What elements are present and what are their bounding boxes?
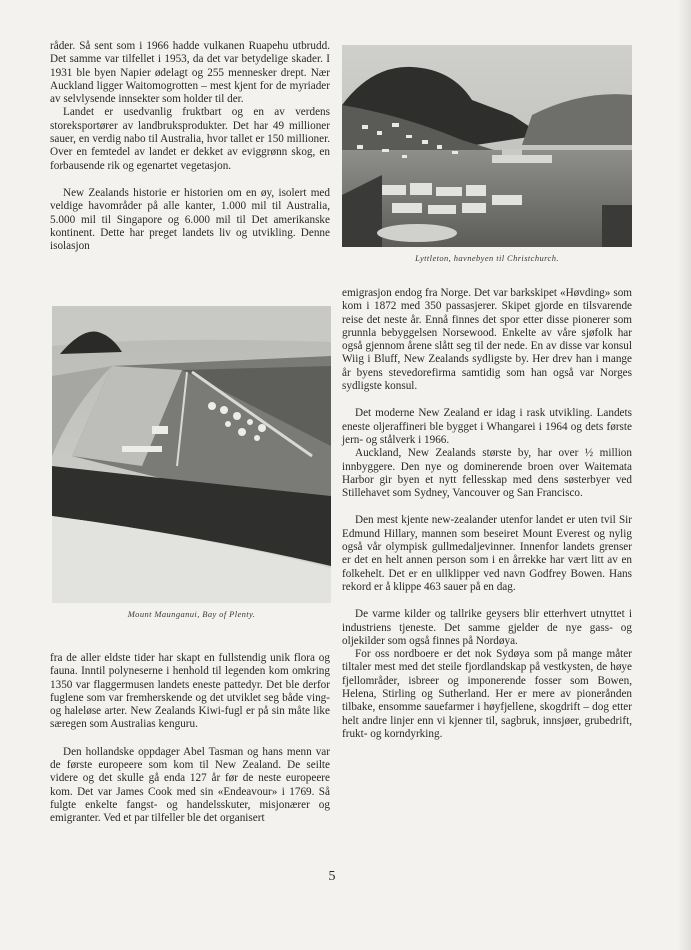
paragraph: Auckland, New Zealands største by, har over ½ million innbyggere. Den nye og dominerende broen over Waitemata Harbor gir byen et nytt fellesskap med dens søsterbyer ved Stillehavet som Sydney, Vancouver og San Francisco. [342, 447, 632, 500]
left-column-top [50, 40, 330, 253]
page-number: 5 [328, 869, 336, 884]
harbour-photo [342, 45, 632, 247]
paragraph: råder. Så sent som i 1966 hadde vulkanen Ruapehu utbrudd. Det samme var tilfellet i 1953, da det var betydelige skader. I 1931 ble byen Napier ødelagt og 255 mennesker drept. Nær Auckland ligger Waitomogrotten – mest kjent for de myriader av selvlysende innsekter som holder til der. [50, 40, 330, 106]
aerial-photo [52, 306, 331, 603]
paragraph: emigrasjon endog fra Norge. Det var barkskipet «Høvding» som kom i 1872 med 350 passasjerer. Skipet gjorde en tilsvarende reise det neste år. Ennå finnes det spor etter disse pionerer som grunnla bebyggelsen Norsewood. Enkelte av våre sjøfolk har også gjennom årene slått seg til der nede. En av disse var konsul Wiig i Bluff, New Zealands sydligste by. Her drev han i mange år byens stevedorefirma samtidig som han også var Norges sydligste konsul. [342, 287, 632, 393]
paragraph: New Zealands historie er historien om en øy, isolert med veldige havområder på alle kanter, 1.000 mil til Australia, 5.000 mil til Singapore og 6.000 mil til Det amerikanske kontinent. Dette har preget landets liv og utvikling. Denne isolasjon [50, 186, 330, 253]
left-column-bottom [50, 652, 330, 826]
paragraph: Det moderne New Zealand er idag i rask utvikling. Landets eneste oljeraffineri ble bygget i Whangarei i 1964 og dets første jern- og stålverk i 1966. [342, 407, 632, 446]
photo-caption: Lyttleton, havnebyen til Christchurch. [415, 253, 559, 263]
paragraph: fra de aller eldste tider har skapt en fullstendig unik flora og fauna. Inntil polyneserne i henhold til legenden kom omkring 1350 var flaggermusen landets eneste pattedyr. Det ble derfor fuglene som var fremherskende og det utviklet seg både ving- og haleløse arter. New Zealands Kiwi-fugl er på sin måte like særegen som Australias kenguru. [50, 652, 330, 731]
paragraph: Landet er usedvanlig fruktbart og en av verdens storeksportører av landbruksprodukter. Det har 49 millioner sauer, en verdig nabo til Australia, hvor tallet er 150 millioner. Over en femtedel av landet er dekket av eviggrønn skog, en forbausende rik og egenartet vegetasjon. [50, 106, 330, 172]
right-column [342, 287, 632, 741]
page-edge-shadow [677, 0, 691, 950]
photo-caption: Mount Maunganui, Bay of Plenty. [127, 609, 256, 619]
paragraph: For oss nordboere er det nok Sydøya som på mange måter tiltaler mest med det steile fjordlandskap på vestkysten, de høye fjellområder, isbreer og imponerende fosser som Bowen, Helena, Stirling og Sutherland. Her er mere av pionerånden tilbake, ensomme sauefarmer i høyfjellene, skogdrift – dog etter helt andre linjer enn vi kjenner til, sagbruk, innsjøer, grubedrift, frukt- og korndyrking. [342, 648, 632, 740]
paragraph: Den mest kjente new-zealander utenfor landet er uten tvil Sir Edmund Hillary, mannen som beseiret Mount Everest og nylig også vår olympisk gullmedaljevinner. Innenfor landets grenser er det en helt annen person som i en årrekke har vært litt av en folkehelt. Det er en ullklipper ved navn Godfrey Bowen. Hans rekord er å klippe 463 sauer på en dag. [342, 514, 632, 593]
paragraph: Den hollandske oppdager Abel Tasman og hans menn var de første europeere som kom til New Zealand. De seilte videre og det skulle gå enda 127 år før de neste europeere kom. Det var James Cook med sin «Endeavour» i 1769. Så fulgte enkelte fangst- og handelsskuter, misjonærer og emigranter. Ved et par tilfeller ble det organisert [50, 745, 330, 825]
paragraph: De varme kilder og tallrike geysers blir etterhvert utnyttet i industriens tjeneste. Det samme gjelder de nye gass- og oljekilder som også finnes på Nordøya. [342, 608, 632, 647]
